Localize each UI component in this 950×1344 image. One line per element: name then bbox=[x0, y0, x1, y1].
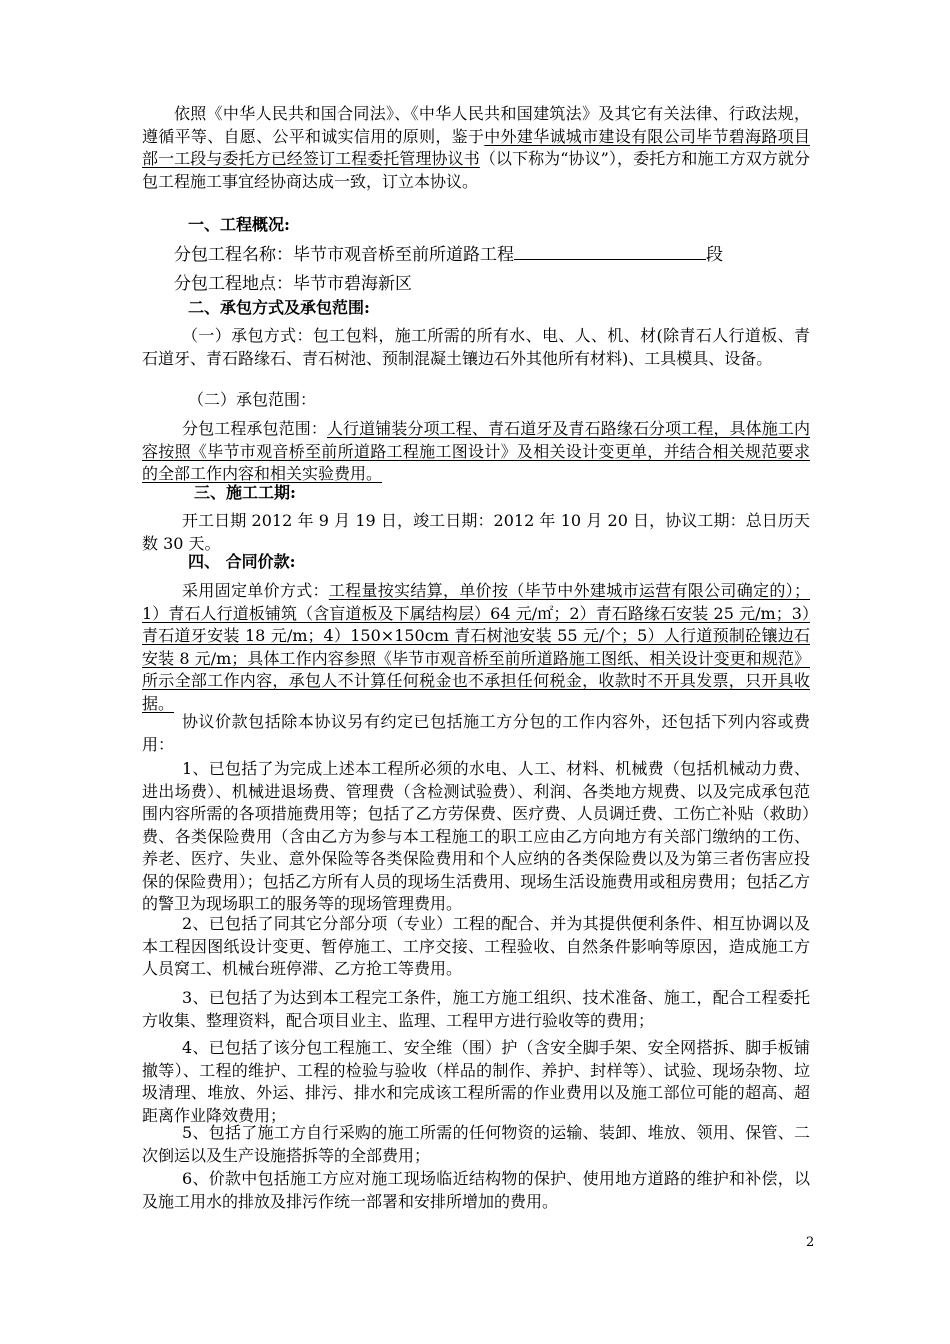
scope-subheading: （二）承包范围： bbox=[188, 390, 317, 409]
includes-paragraph: 协议价款包括除本协议另有约定已包括施工方分包的工作内容外，还包括下列内容或费用： bbox=[142, 712, 810, 754]
scope-label: 分包工程承包范围： bbox=[182, 419, 327, 438]
price-value: 工程量按实结算，单价按（毕节中外建城市运营有限公司确定的）；1）青石人行道板铺筑（含盲道板及下属结构层）64 元/㎡；2）青石路缘石安装 25 元/m；3）青石道牙安装 18 元/m；4）150×150cm 青石树池安装 55 元/个；5）人行道预制砼镶边石安装 8 元/m；具体工作内容参照《毕节市观音桥至前所道路施工图纸、相关设计变更和规范》所示全部工作内容，承包人不计算任何税金也不承担任何税金，收款时不开具发票，只开具收据。 bbox=[142, 581, 810, 713]
project-name-value: 毕节市观音桥至前所道路工程 bbox=[293, 245, 514, 265]
project-name-suffix: 段 bbox=[706, 245, 723, 265]
intro-paragraph bbox=[142, 103, 810, 193]
item-4-paragraph: 4、已包括了该分包工程施工、安全维（围）护（含安全脚手架、安全网搭拆、脚手板铺撤等）、工程的维护、工程的检验与验收（样品的制作、养护、封样等）、试验、现场杂物、垃圾清理、堆放、外运、排污、排水和完成该工程所需的作业费用以及施工部位可能的超高、超距离作业降效费用； bbox=[142, 1038, 810, 1125]
intro-text-end: （以下称为“协议”），委托方和施工方双方就分包工程施工事宜经协商达成一致，订立本协议。 bbox=[142, 149, 810, 191]
item-5-paragraph: 5、包括了施工方自行采购的施工所需的任何物资的运输、装卸、堆放、领用、保管、二次倒运以及生产设施搭拆等的全部费用； bbox=[142, 1123, 810, 1165]
project-site-value: 毕节市碧海新区 bbox=[293, 274, 412, 294]
project-name-line bbox=[142, 242, 810, 268]
scope-paragraph bbox=[142, 418, 810, 486]
intro-text: 依照《中华人民共和国合同法》、《中华人民共和国建筑法》及其它有关法律、行政法规，遵循平等、自愿、公平和诚实信用的原则，鉴于 bbox=[142, 104, 810, 146]
section-3-heading: 三、施工工期: bbox=[194, 483, 296, 502]
item-2-paragraph: 2、已包括了同其它分部分项（专业）工程的配合、并为其提供便利条件、相互协调以及本工程因图纸设计变更、暂停施工、工序交接、工程验收、自然条件影响等原因，造成施工方人员窝工、机械台班停滞、乙方抢工等费用。 bbox=[142, 914, 810, 978]
item-3-paragraph: 3、已包括了为达到本工程完工条件，施工方施工组织、技术准备、施工，配合工程委托方收集、整理资料，配合项目业主、监理、工程甲方进行验收等的费用； bbox=[142, 988, 810, 1030]
project-site-line bbox=[142, 271, 810, 297]
price-paragraph bbox=[142, 580, 810, 715]
item-1-paragraph: 1、已包括了为完成上述本工程所必须的水电、人工、材料、机械费（包括机械动力费、进出场费）、机械进退场费、管理费（含检测试验费）、利润、各类地方规费、以及完成承包范围内容所需的各项措施费用等；包括了乙方劳保费、医疗费、人员调迁费、工伤亡补贴（救助）费、各类保险费用（含由乙方为参与本工程施工的职工应由乙方向地方有关部门缴纳的工伤、养老、医疗、失业、意外保险等各类保险费用和个人应纳的各类保险费以及为第三者伤害应投保的保险费用）；包括乙方所有人员的现场生活费用、现场生活设施费用或租房费用；包括乙方的警卫为现场职工的服务等的现场管理费用。 bbox=[142, 759, 810, 913]
scope-value: 人行道铺装分项工程、青石道牙及青石路缘石分项工程，具体施工内容按照《毕节市观音桥至前所道路工程施工图设计》及相关设计变更单，并结合相关规范要求的全部工作内容和相关实验费用。 bbox=[142, 419, 810, 483]
contract-mode-paragraph: （一）承包方式：包工包料，施工所需的所有水、电、人、机、材(除青石人行道板、青石道牙、青石路缘石、青石树池、预制混凝土镶边石外其他所有材料)、工具模具、设备。 bbox=[142, 326, 810, 368]
intro-underlined-text: 中外建华诚城市建设有限公司毕节碧海路项目部一工段与委托方已经签订工程委托管理协议书 bbox=[142, 126, 810, 168]
item-6-paragraph: 6、价款中包括施工方应对施工现场临近结构物的保护、使用地方道路的维护和补偿，以及施工用水的排放及排污作统一部署和安排所增加的费用。 bbox=[142, 1169, 810, 1211]
project-name-label: 分包工程名称： bbox=[174, 245, 293, 265]
project-site-label: 分包工程地点： bbox=[174, 274, 293, 294]
section-4-heading: 四、 合同价款: bbox=[188, 552, 296, 571]
price-label: 采用固定单价方式： bbox=[182, 581, 329, 600]
section-1-heading: 一、工程概况: bbox=[188, 215, 290, 234]
page-number: 2 bbox=[806, 1235, 815, 1250]
schedule-paragraph: 开工日期 2012 年 9 月 19 日，竣工日期：2012 年 10 月 20 日，协议工期：总日历天数 30 天。 bbox=[142, 511, 810, 553]
project-name-blank bbox=[514, 245, 706, 260]
section-2-heading: 二、承包方式及承包范围: bbox=[188, 298, 370, 317]
